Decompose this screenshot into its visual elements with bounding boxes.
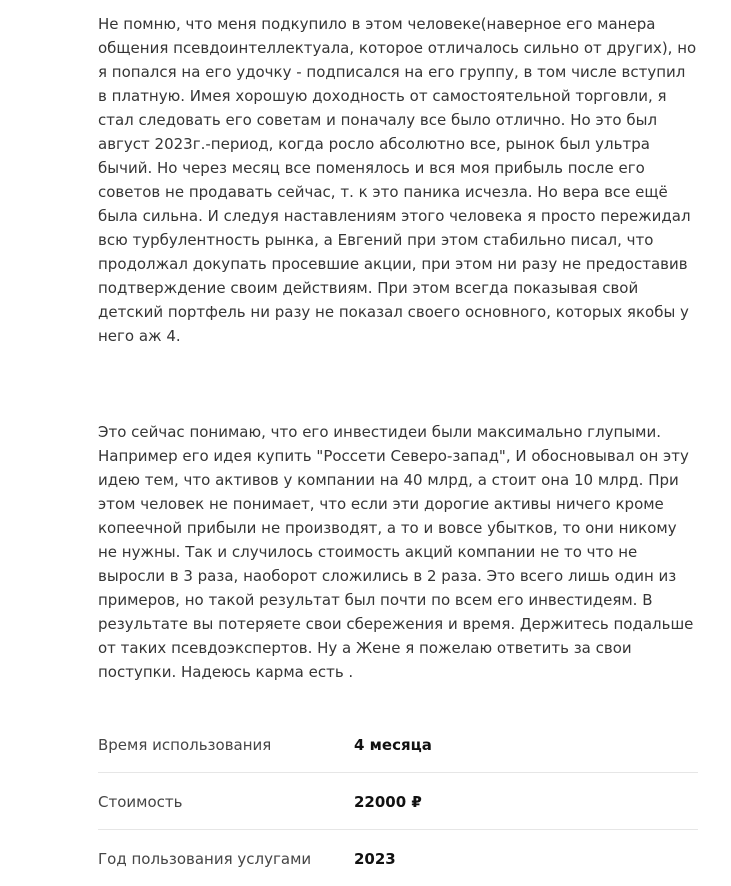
detail-label: Время использования [98,736,272,754]
detail-value: 4 месяца [354,736,432,754]
review-paragraph-1: Не помню, что меня подкупило в этом человеке(наверное его манера общения псевдоинтеллектуала, которое отличалось сильно от других), но я попался на его удочку - подписался на его группу, в том числе вступил в платную. Имея хорошую доходность от самостоятельной торговли, я стал следовать его советам и поначалу все было отлично. Но это был август 2023г.-период, когда росло абсолютно все, рынок был ультра бычий. Но через месяц все поменялось и вся моя прибыль после его советов не продавать сейчас, т. к это паника исчезла. Но вера все ещё была сильна. И следуя наставлениям этого человека я просто пережидал всю турбулентность рынка, а Евгений при этом стабильно писал, что продолжал докупать просевшие акции, при этом ни разу не предоставив подтверждение своим действиям. При этом всегда показывая свой детский портфель ни разу не показал своего основного, которых якобы у него аж 4. [98,15,697,345]
detail-label: Год пользования услугами [98,850,312,868]
detail-row-year [98,830,698,886]
review-paragraph-2: Это сейчас понимаю, что его инвестидеи были максимально глупыми. Например его идея купить "Россети Северо-запад", И обосновывал он эту идею тем, что активов у компании на 40 млрд, а стоит она 10 млрд. При этом человек не понимает, что если эти дорогие активы ничего кроме копеечной прибыли не производят, а то и вовсе убытков, то они никому не нужны. Так и случилось стоимость акций компании не то что не выросли в 3 раза, наоборот сложились в 2 раза. Это всего лишь один из примеров, но такой результат был почти по всем его инвестидеям. В результате вы потеряете свои сбережения и время. Держитесь подальше от таких псевдоэкспертов. Ну а Жене я пожелаю ответить за свои поступки. Надеюсь карма есть . [98,423,694,681]
detail-value: 22000 ₽ [354,793,422,811]
review-details-table [98,716,698,886]
detail-label: Стоимость [98,793,183,811]
detail-row-cost [98,773,698,830]
detail-row-usage-time [98,716,698,773]
detail-value: 2023 [354,850,396,868]
